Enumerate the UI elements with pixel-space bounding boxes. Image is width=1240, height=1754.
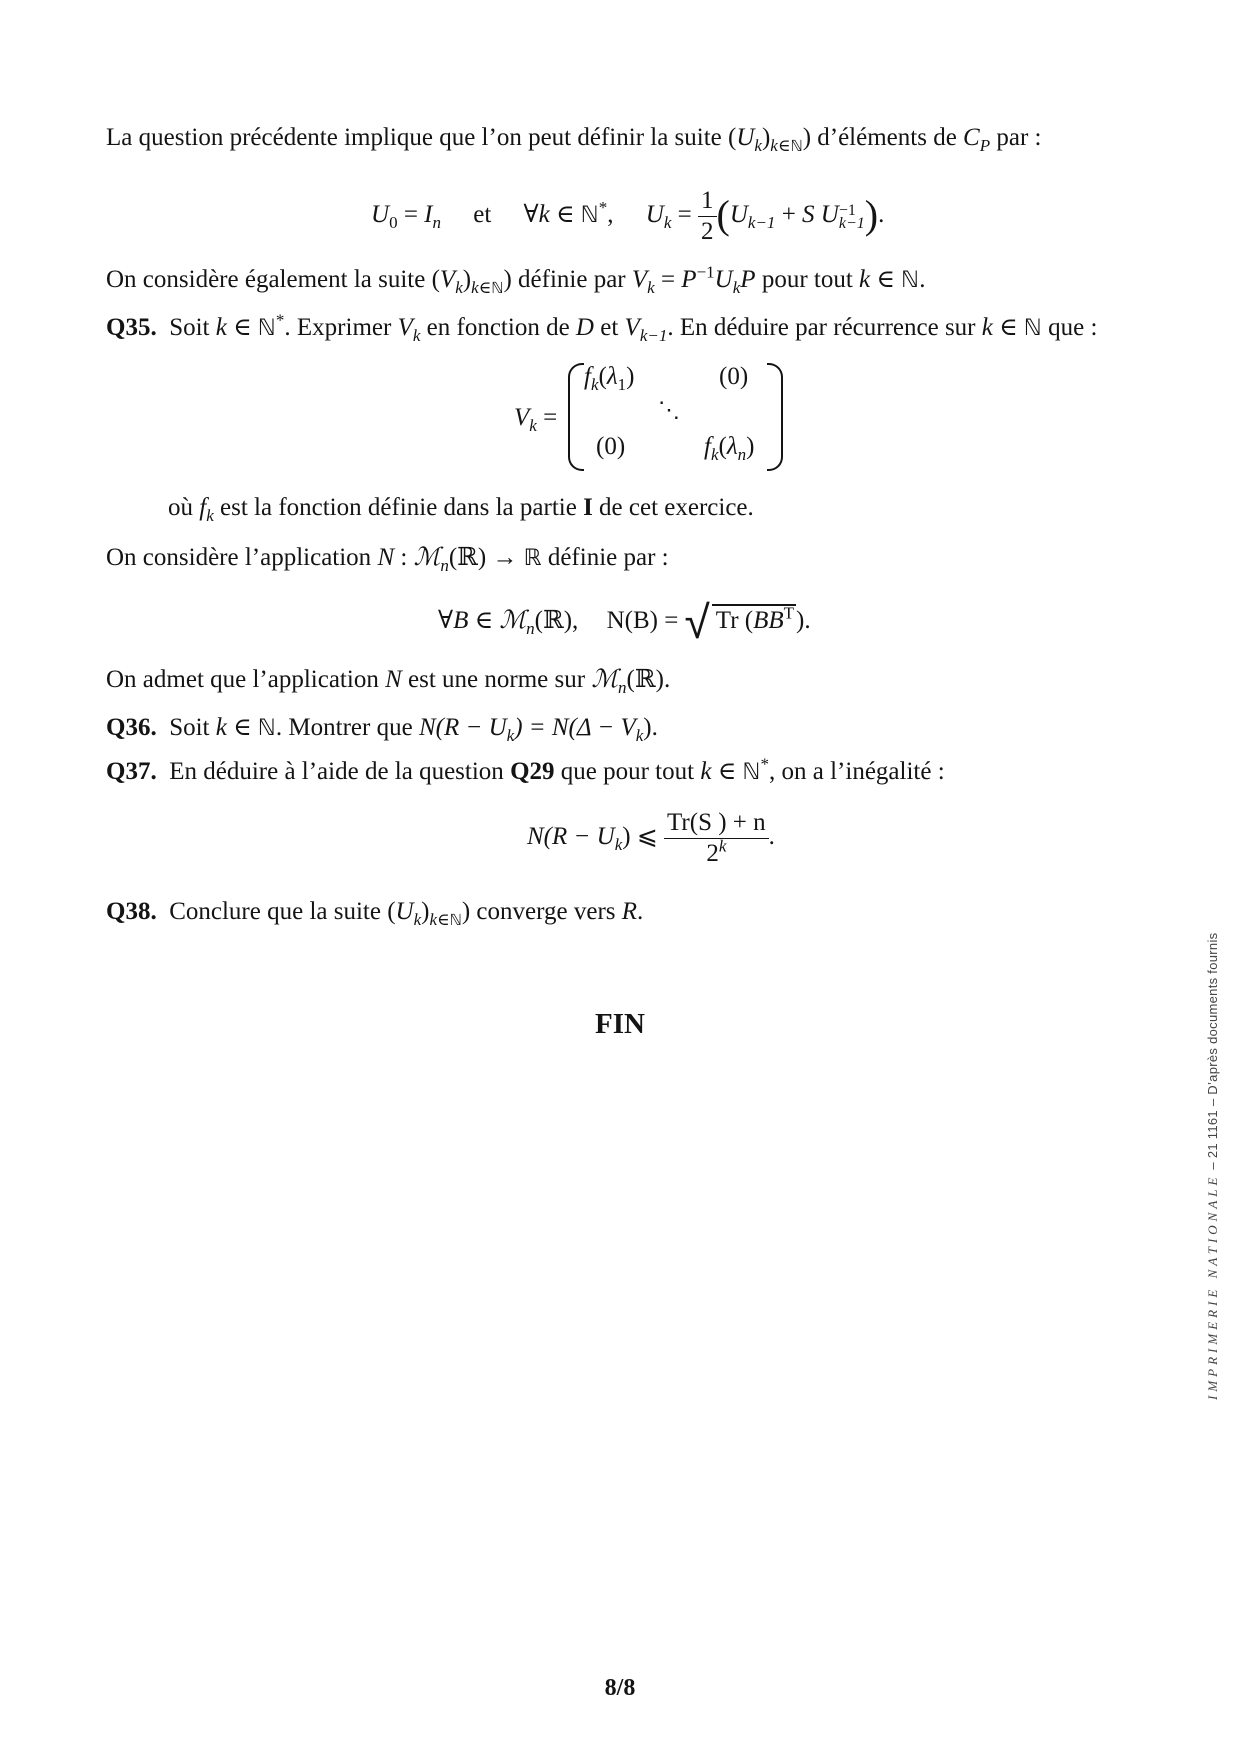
math-N: ℕ — [742, 759, 761, 785]
math-dot: . — [919, 266, 926, 293]
math-star: * — [760, 754, 769, 774]
matrix-cell-11 — [584, 363, 635, 394]
math-sup: −1 — [696, 262, 715, 282]
sqrt-icon: √ — [684, 595, 710, 649]
matrix-left-paren — [568, 363, 584, 471]
math-C: C — [963, 124, 980, 151]
math-B: B — [453, 607, 469, 634]
text: On considère également la suite ( — [106, 266, 440, 293]
math-P: P — [681, 266, 697, 293]
math-sub: k∈ — [471, 278, 492, 297]
matrix-cell-nn — [704, 433, 755, 464]
question-label: Q36. — [106, 714, 157, 741]
math-lambda: λ — [726, 433, 738, 460]
math-sub: k — [206, 506, 214, 525]
part-reference: I — [583, 494, 593, 521]
text: de cet exercice. — [592, 494, 754, 521]
math-N: ℕ — [580, 202, 599, 229]
math-sup: −1 — [838, 201, 856, 219]
math-NB: N(B) = — [606, 607, 685, 634]
math-U: U — [714, 266, 733, 293]
math-sub: n — [526, 619, 535, 638]
text: et — [593, 314, 625, 341]
text: pour tout — [755, 266, 860, 293]
math-sub: k∈ — [770, 136, 791, 155]
math-sub: k — [754, 136, 762, 155]
admit-paragraph — [106, 665, 670, 695]
math-et: et — [473, 201, 492, 229]
math-sub: k — [732, 278, 741, 297]
text: En déduire à l’aide de la question — [169, 758, 511, 785]
math-close: ). — [643, 714, 658, 741]
math-k: k — [215, 714, 227, 741]
math-sub: 0 — [389, 213, 398, 233]
math-sub: k — [455, 278, 463, 297]
question-label: Q35. — [106, 314, 157, 341]
math-sub: k∈ — [429, 910, 450, 929]
math-in: ∈ — [226, 714, 258, 741]
math-sub: n — [618, 678, 627, 697]
math-in: ∈ — [226, 314, 258, 341]
math-N: ℕ — [257, 315, 276, 341]
math-sub: n — [737, 445, 747, 464]
math-sub: k — [635, 726, 644, 745]
math-supsub — [838, 201, 865, 232]
math-star: * — [598, 197, 608, 217]
math-D: D — [575, 314, 594, 341]
math-R: (ℝ). — [626, 666, 671, 693]
math-U: U — [736, 124, 755, 151]
intro-text: ) — [761, 124, 771, 151]
math-sub: n — [440, 556, 449, 575]
math-forall: ∀ — [523, 201, 539, 229]
math-I: I — [424, 201, 433, 229]
math-paren: ( — [716, 192, 730, 238]
application-paragraph — [106, 543, 669, 573]
question-label: Q37. — [106, 758, 157, 785]
text: On admet que l’application — [106, 666, 386, 693]
math-sub: k — [413, 910, 422, 929]
math-trace: Tr ( — [715, 607, 754, 634]
math-paren: ( — [718, 433, 727, 460]
math-dot: . — [878, 201, 885, 229]
math-in: ∈ — [549, 201, 581, 229]
math-sub: k−1 — [639, 326, 668, 345]
intro-text-c: par : — [990, 124, 1042, 151]
math-U: U — [820, 201, 839, 229]
question-35 — [106, 310, 1098, 345]
math-R: (ℝ), — [534, 607, 579, 634]
text: Conclure que la suite ( — [169, 898, 396, 925]
math-rhs: ) = N(Δ − V — [514, 714, 636, 741]
math-dot: . — [637, 898, 644, 925]
fraction-numerator: Tr(S ) + n — [664, 808, 769, 839]
math-dot: . — [768, 823, 775, 851]
math-eq: = — [536, 404, 558, 431]
math-sub: k — [710, 445, 719, 464]
math-f: f — [199, 494, 207, 521]
math-U0: U — [371, 201, 390, 229]
math-sub: k — [506, 726, 515, 745]
question-label: Q38. — [106, 898, 157, 925]
text: en fonction de — [420, 314, 576, 341]
math-R: (ℝ) — [448, 544, 487, 571]
math-BB: BB — [753, 607, 784, 634]
math-N: ℕ — [901, 267, 920, 293]
end-label: FIN — [595, 1008, 645, 1040]
sqrt-content — [712, 604, 796, 636]
definition-V-paragraph: On considère également la suite $(V_k)_{k\in ℕ}$) définie par $V_k = P^{-1}U_kP$ pour tout k ∈ ℕ. — [106, 262, 926, 297]
math-k: k — [981, 314, 993, 341]
math-sub: k — [647, 278, 655, 297]
math-U: U — [395, 898, 414, 925]
math-M: ℳ — [591, 666, 619, 693]
equation-recurrence — [371, 186, 884, 247]
math-in: ∈ — [870, 266, 902, 293]
question-38: Q38. Conclure que la suite $(U_k)_{k\in ℕ}$) converge vers R. — [106, 898, 644, 929]
text: Soit — [169, 714, 216, 741]
math-eq: = — [671, 201, 699, 229]
math-lhs: N(R − U — [527, 823, 615, 851]
math-lhs: N(R − U — [418, 714, 507, 741]
text: ) définie par — [503, 266, 632, 293]
math-star: * — [275, 310, 285, 330]
fraction-half — [698, 186, 717, 247]
page-number: 8/8 — [604, 1675, 636, 1701]
math-plus: + — [775, 201, 803, 229]
intro-text: La question précédente implique que l’on peut définir la suite ( — [106, 124, 737, 151]
math-R: R — [621, 898, 638, 925]
printer-reference: – 21 1161 – D’après documents fournis — [1205, 932, 1220, 1174]
math-sub: P — [979, 136, 991, 155]
math-M: ℳ — [413, 544, 441, 571]
text: On considère l’application — [106, 544, 378, 571]
math-f: f — [704, 433, 711, 460]
text: . Exprimer — [284, 314, 398, 341]
math-V: V — [631, 266, 648, 293]
fraction-denominator — [664, 836, 769, 869]
math-in: ∈ — [468, 607, 500, 634]
math-M: ℳ — [499, 607, 527, 634]
math-comma: , — [607, 201, 614, 229]
math-arrow: → — [486, 544, 524, 571]
math-k: k — [215, 314, 227, 341]
math-N-norm: N — [377, 544, 395, 571]
math-k: k — [700, 758, 712, 785]
math-colon: : — [394, 544, 414, 571]
math-in: ∈ — [992, 314, 1024, 341]
math-close: ). — [796, 607, 811, 634]
math-paren: ) — [746, 433, 755, 460]
text: ) converge vers — [461, 898, 622, 925]
math-sup: k — [718, 836, 727, 856]
intro-paragraph — [106, 123, 1042, 153]
math-sub: k−1 — [838, 214, 865, 232]
math-sub: k — [412, 326, 421, 345]
text: . En déduire par récurrence sur — [667, 314, 982, 341]
text: où — [168, 494, 200, 521]
math-eq: = — [397, 201, 425, 229]
math-V: V — [624, 314, 640, 341]
text: définie par : — [541, 544, 669, 571]
math-Uk: U — [645, 201, 664, 229]
math-sub: k — [529, 416, 537, 435]
equation-inequality — [527, 808, 775, 869]
intro-text-b: ) d’éléments de — [802, 124, 964, 151]
math-N: ℕ — [449, 911, 462, 929]
math-sub: k — [614, 835, 623, 855]
math-P: P — [740, 266, 756, 293]
question-reference: Q29 — [510, 758, 555, 785]
text: que : — [1041, 314, 1098, 341]
diagonal-matrix — [568, 363, 783, 471]
text: Soit — [169, 314, 216, 341]
math-2: 2 — [706, 840, 719, 867]
printer-name: IMPRIMERIE NATIONALE — [1205, 1173, 1220, 1400]
math-sub: k — [590, 375, 599, 394]
math-sub: 1 — [617, 375, 627, 394]
math-V: V — [439, 266, 456, 293]
math-N: ℕ — [790, 137, 803, 155]
math-lambda: λ — [606, 363, 618, 390]
math-sub: n — [432, 213, 441, 233]
math-f: f — [584, 363, 591, 390]
text: que pour tout — [554, 758, 701, 785]
math-sub: k — [663, 213, 672, 233]
text: , on a l’inégalité : — [769, 758, 945, 785]
math-V: V — [397, 314, 413, 341]
note-paragraph — [168, 493, 754, 523]
fraction-bound — [664, 808, 769, 869]
math-k: k — [859, 266, 871, 293]
matrix-ddots: ⋱ — [658, 397, 680, 422]
fraction-numerator: 1 — [698, 186, 717, 217]
math-R-bb: ℝ — [523, 545, 542, 571]
math-sub: k−1 — [747, 213, 776, 233]
math-U: U — [729, 201, 748, 229]
fraction-denominator: 2 — [701, 218, 714, 245]
math-N: ℕ — [257, 715, 276, 741]
math-paren: ( — [598, 363, 607, 390]
math-forall: ∀ — [438, 607, 454, 634]
math-paren: ) — [626, 363, 635, 390]
equation-norm — [438, 595, 811, 649]
text: est une norme sur — [401, 666, 592, 693]
math-le: ) ⩽ — [622, 823, 665, 851]
matrix-zero-lower: (0) — [596, 433, 626, 460]
matrix-zero-upper: (0) — [719, 363, 749, 390]
math-paren: ) — [864, 192, 879, 238]
math-V: V — [514, 404, 530, 431]
math-S: S — [802, 201, 815, 229]
question-36 — [106, 713, 658, 743]
math-k: k — [538, 201, 550, 229]
matrix-right-paren — [767, 363, 783, 471]
math-eq: = — [654, 266, 682, 293]
math-in: ∈ — [711, 758, 743, 785]
matrix-lhs — [514, 403, 557, 433]
math-N: ℕ — [1023, 315, 1042, 341]
question-37 — [106, 754, 945, 787]
math-N: ℕ — [491, 279, 504, 297]
text: . Montrer que — [275, 714, 419, 741]
math-sup: T — [783, 603, 795, 623]
side-printer-mark — [1205, 933, 1221, 1400]
math-N-norm: N — [385, 666, 402, 693]
text: est la fonction définie dans la partie — [213, 494, 584, 521]
